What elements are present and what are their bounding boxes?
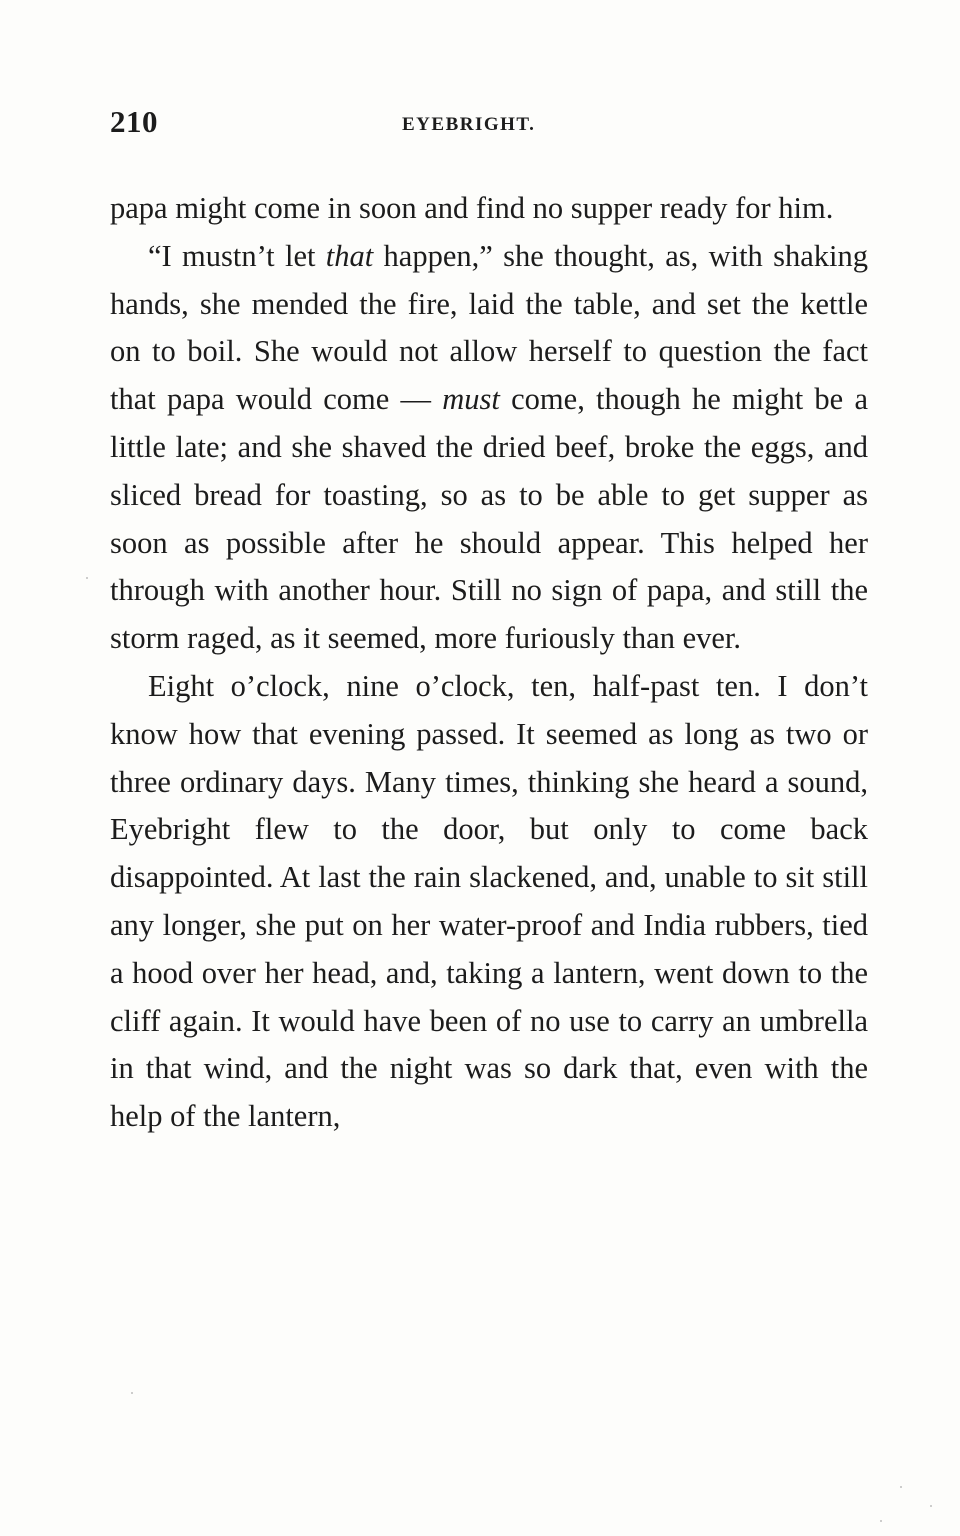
paper-speck [86,577,88,579]
paper-speck [131,1392,133,1394]
italic-text-segment: must [442,382,500,417]
italic-text-segment: that [325,238,374,273]
running-head: EYEBRIGHT. [402,114,536,135]
paragraph-2 [110,233,868,663]
page-number: 210 [110,104,158,139]
text-segment: papa might come in soon and find no supper ready for him. [110,191,834,225]
text-segment: come, though he might be a little late; and she shaved the dried beef, broke the eggs, and sliced bread for toasting, so as to be able to get supper as soon as possible after he should appear. This helped her through with another hour. Still no sign of papa, and still the storm raged, as it seemed, more furiously than ever. [110,382,868,656]
paragraph-1 [110,185,868,233]
paper-speck [900,1486,902,1488]
paragraph-3 [110,663,868,1141]
paper-speck [930,1505,932,1507]
text-segment: “I mustn’t let [148,238,326,273]
body-text [110,185,868,1141]
paper-speck [880,1520,882,1522]
text-segment: happen,” she thought, as, with shaking hands, she mended the fire, laid the table, and set the kettle on to boil. She would not allow herself to question the fact that papa would come — [110,238,868,417]
text-segment: Eight o’clock, nine o’clock, ten, half-past ten. I don’t know how that evening passed. It seemed as long as two or three ordinary days. Many times, thinking she heard a sound, Eyebright flew to the door, but only to come back disappointed. At last the rain slackened, and, unable to sit still any longer, she put on her water-proof and India rubbers, tied a hood over her head, and, taking a lantern, went down to the cliff again. It would have been of no use to carry an umbrella in that wind, and the night was so dark that, even with the help of the lantern, [110,668,868,1134]
page-header [110,104,868,144]
